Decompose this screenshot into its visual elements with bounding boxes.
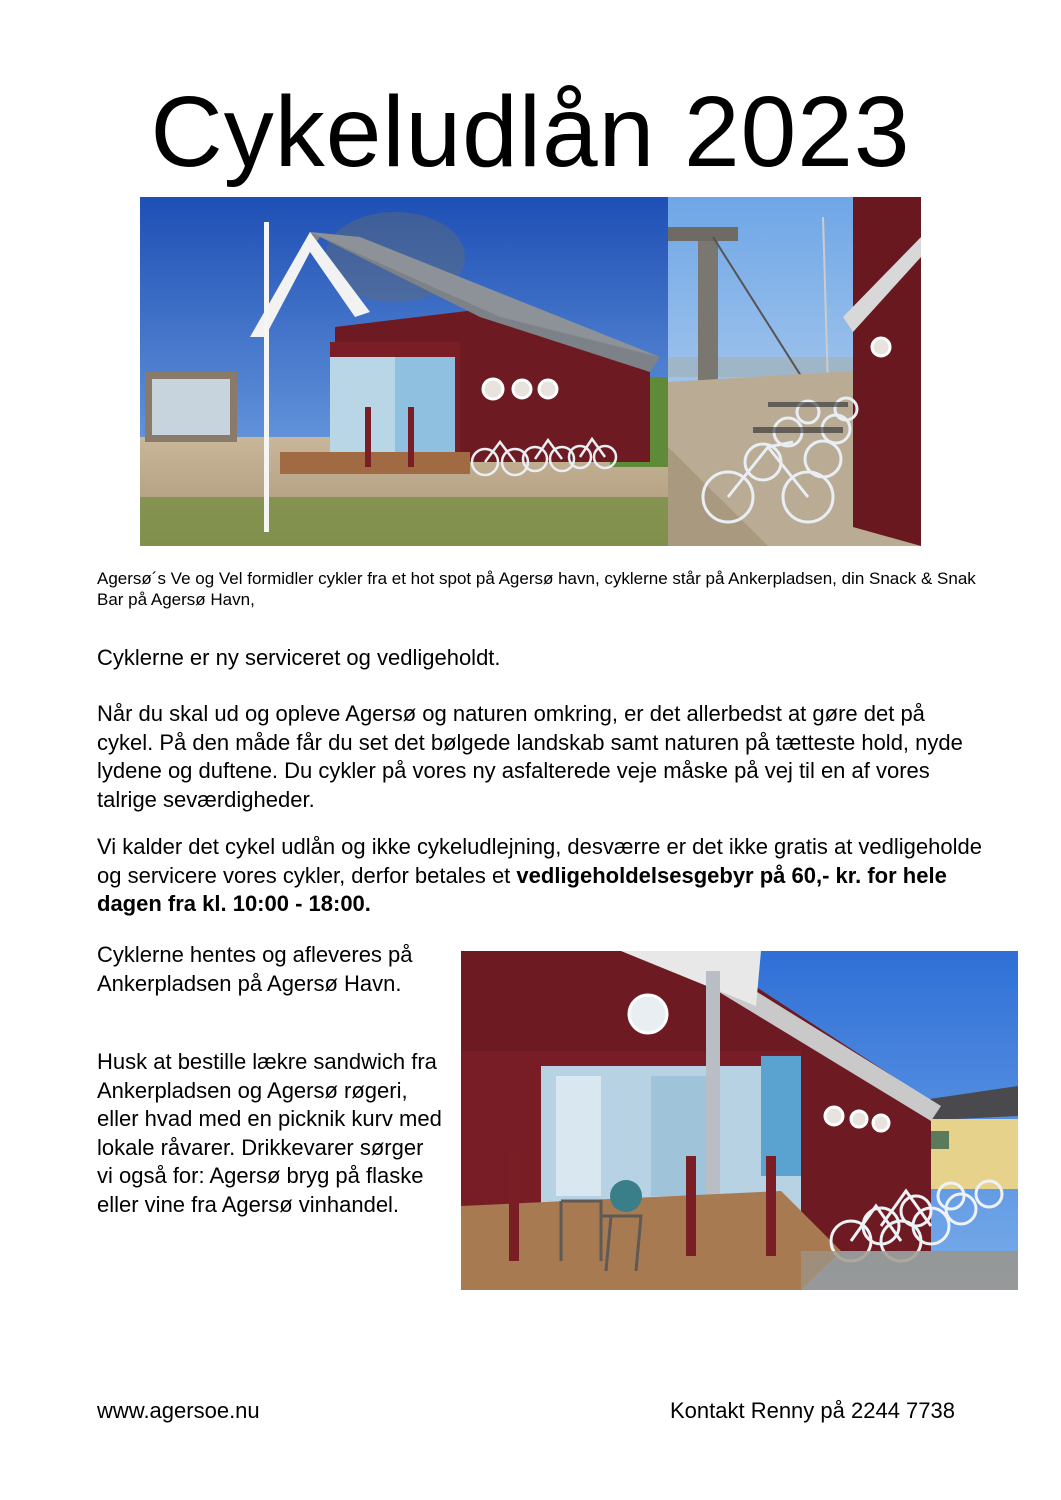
pickup-paragraph: Cyklerne hentes og afleveres på Ankerpladsen på Agersø Havn. [97, 942, 413, 996]
harbour-bikes-photo [668, 197, 921, 546]
nature-paragraph: Når du skal ud og opleve Agersø og naturen omkring, er det allerbedst at gøre det på cykel. På den måde får du set det bølgede landskab samt naturen på tætteste hold, nyde lydene og duftene. Du cykler på vores ny asfalterede veje måske på vej til en af vores talrige seværdigheder. [97, 701, 963, 812]
sandwich-paragraph: Husk at bestille lækre sandwich fra Ankerpladsen og Agersø røgeri, eller hvad med en picknik kurv med lokale råvarer. Drikkevarer sørger vi også for: Agersø bryg på flaske eller vine fra Agersø vinhandel. [97, 1049, 442, 1217]
photo-caption: Agersø´s Ve og Vel formidler cykler fra et hot spot på Agersø havn, cyklerne står på Ankerpladsen, din Snack & Snak Bar på Agersø Havn, [97, 569, 976, 609]
bike-rental-hut-photo [140, 197, 668, 546]
fee-highlight: vedligeholdelsesgebyr på 60,- kr. for hele dagen fra kl. 10:00 - 18:00. [97, 862, 947, 916]
snack-bar-terrace-photo [461, 951, 1018, 1290]
fee-paragraph-text: Vi kalder det cykel udlån og ikke cykeludlejning, desværre er det ikke gratis at vedligeholde og servicere vores cykler, derfor betales et [97, 834, 982, 888]
contact-info: Kontakt Renny på 2244 7738 [669, 1398, 955, 1423]
fee-paragraph [97, 833, 997, 919]
website-link[interactable]: www.agersoe.nu [97, 1398, 260, 1423]
page-title: Cykeludlån 2023 [150, 76, 911, 188]
service-paragraph: Cyklerne er ny serviceret og vedligeholdt. [97, 645, 501, 670]
